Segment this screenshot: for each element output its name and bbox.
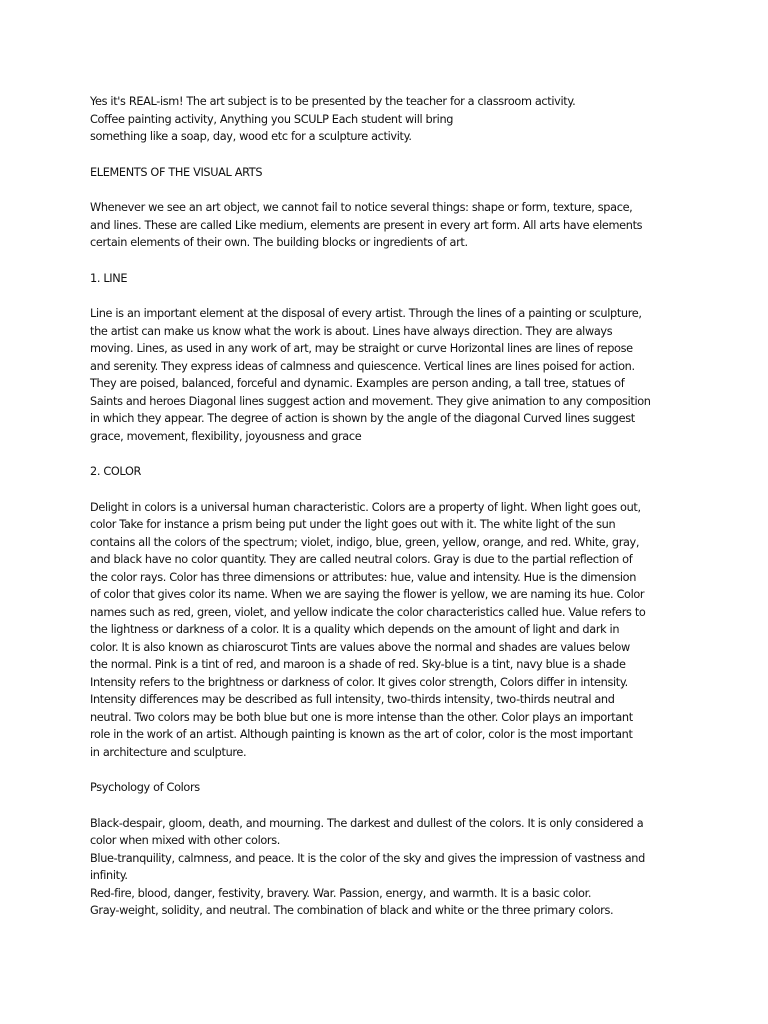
paragraph-line: and black have no color quantity. They are called neutral colors. Gray is due to the partial reflection of bbox=[90, 553, 633, 566]
paragraph-line: Black-despair, gloom, death, and mourning. The darkest and dullest of the colors. It is only considered a bbox=[90, 816, 644, 830]
paragraph-line: the artist can make us know what the work is about. Lines have always direction. They are always bbox=[90, 324, 613, 338]
paragraph-line: in which they appear. The degree of action is shown by the angle of the diagonal Curved lines suggest bbox=[90, 412, 635, 425]
spacer bbox=[90, 181, 682, 199]
paragraph-line: infinity. bbox=[90, 869, 128, 882]
paragraph-line: Intensity refers to the brightness or darkness of color. It gives color strength, Colors differ in intensity. bbox=[90, 675, 628, 689]
paragraph-line: certain elements of their own. The building blocks or ingredients of art. bbox=[90, 236, 468, 249]
paragraph-line: role in the work of an artist. Although painting is known as the art of color, color is the most important bbox=[90, 728, 633, 741]
paragraph-line: and serenity. They express ideas of calmness and quiescence. Vertical lines are lines poised for action. bbox=[90, 359, 635, 373]
intro-line: Yes it's REAL-ism! The art subject is to be presented by the teacher for a classroom activity. bbox=[90, 95, 576, 108]
spacer bbox=[90, 481, 682, 499]
paragraph-line: Delight in colors is a universal human characteristic. Colors are a property of light. When light goes out, bbox=[90, 500, 641, 514]
color-heading: 2. COLOR bbox=[90, 465, 141, 478]
spacer bbox=[90, 445, 682, 463]
paragraph-line: the normal. Pink is a tint of red, and maroon is a shade of red. Sky-blue is a tint, navy blue is a shade bbox=[90, 658, 626, 671]
paragraph-line: color. It is also known as chiaroscurot Tints are values above the normal and shades are values below bbox=[90, 640, 630, 654]
paragraph-line: and lines. These are called Like medium, elements are present in every art form. All arts have elements bbox=[90, 218, 643, 232]
paragraph-line: of color that gives color its name. When we are saying the flower is yellow, we are naming its hue. Color bbox=[90, 588, 645, 601]
document-page bbox=[90, 93, 682, 920]
intro-paragraph bbox=[90, 93, 682, 146]
paragraph-line: Whenever we see an art object, we cannot fail to notice several things: shape or form, texture, space, bbox=[90, 201, 633, 214]
paragraph-line: contains all the colors of the spectrum; violet, indigo, blue, green, yellow, orange, and red. White, gray, bbox=[90, 535, 640, 549]
paragraph-line: Blue-tranquility, calmness, and peace. It is the color of the sky and gives the impression of vastness and bbox=[90, 851, 645, 865]
paragraph-line: Intensity differences may be described as full intensity, two-thirds intensity, two-thirds neutral and bbox=[90, 693, 615, 706]
paragraph-line: the color rays. Color has three dimensions or attributes: hue, value and intensity. Hue is the dimension bbox=[90, 570, 637, 584]
spacer bbox=[90, 761, 682, 779]
psychology-heading: Psychology of Colors bbox=[90, 781, 200, 794]
paragraph-line: They are poised, balanced, forceful and dynamic. Examples are person anding, a tall tree, statues of bbox=[90, 377, 625, 390]
paragraph-line: Saints and heroes Diagonal lines suggest action and movement. They give animation to any composition bbox=[90, 394, 651, 408]
paragraph-line: in architecture and sculpture. bbox=[90, 745, 247, 759]
paragraph-line: names such as red, green, violet, and yellow indicate the color characteristics called hue. Value refers to bbox=[90, 605, 646, 619]
paragraph-line: Gray-weight, solidity, and neutral. The combination of black and white or the three primary colors. bbox=[90, 904, 614, 917]
intro-line: Coffee painting activity, Anything you SCULP Each student will bring bbox=[90, 112, 454, 126]
paragraph-line: color Take for instance a prism being put under the light goes out with it. The white light of the sun bbox=[90, 518, 616, 531]
paragraph-line: the lightness or darkness of a color. It is a quality which depends on the amount of light and dark in bbox=[90, 623, 620, 636]
intro-line: something like a soap, day, wood etc for a sculpture activity. bbox=[90, 130, 412, 143]
line-heading: 1. LINE bbox=[90, 271, 128, 285]
color-paragraph bbox=[90, 499, 682, 762]
paragraph-line: moving. Lines, as used in any work of art, may be straight or curve Horizontal lines are lines of repose bbox=[90, 342, 633, 355]
spacer bbox=[90, 252, 682, 270]
line-paragraph bbox=[90, 305, 682, 445]
paragraph-line: grace, movement, flexibility, joyousness and grace bbox=[90, 429, 362, 443]
paragraph-line: Line is an important element at the disposal of every artist. Through the lines of a painting or sculpture, bbox=[90, 307, 642, 320]
paragraph-line: color when mixed with other colors. bbox=[90, 834, 280, 847]
paragraph-line: neutral. Two colors may be both blue but one is more intense than the other. Color plays an important bbox=[90, 710, 633, 724]
spacer bbox=[90, 287, 682, 305]
section-title: ELEMENTS OF THE VISUAL ARTS bbox=[90, 165, 263, 179]
spacer bbox=[90, 146, 682, 164]
psychology-paragraph bbox=[90, 815, 682, 920]
elements-intro-paragraph bbox=[90, 199, 682, 252]
paragraph-line: Red-fire, blood, danger, festivity, bravery. War. Passion, energy, and warmth. It is a basic color. bbox=[90, 886, 592, 900]
spacer bbox=[90, 797, 682, 815]
